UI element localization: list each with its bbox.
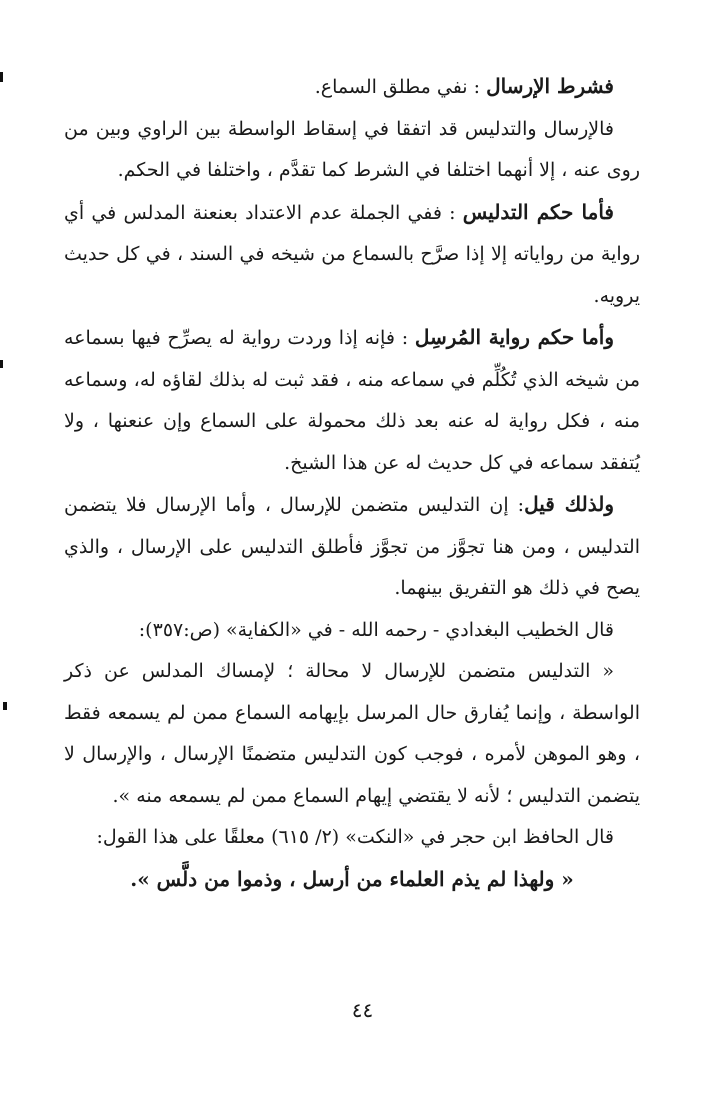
paragraph-ibn-hajar-citation bbox=[64, 817, 640, 859]
lead-term: ولذلك قيل bbox=[524, 492, 615, 516]
lead-term: فأما حكم التدليس bbox=[462, 199, 614, 224]
lead-term: وأما حكم رواية المُرسِل bbox=[414, 325, 615, 349]
paragraph-khatib-citation bbox=[64, 610, 640, 652]
closing-quote: « ولهذا لم يذم العلماء من أرسل ، وذموا من دلَّس ». bbox=[130, 866, 574, 891]
paragraph-hence-said bbox=[64, 484, 640, 610]
scan-edge-mark bbox=[0, 360, 3, 368]
paragraph-text: « التدليس متضمن للإرسال لا محالة ؛ لإمساك المدلس عن ذكر الواسطة ، وإنما يُفارق حال المرسل بإيهامه السماع ممن لم يسمعه فقط ، وهو الموهن لأمره ، فوجب كون التدليس متضمنًا الإرسال ، والإرسال لا يتضمن التدليس ؛ لأنه لا يقتضي إيهام السماع ممن لم يسمعه منه ». bbox=[64, 660, 640, 807]
lead-term: فشرط الإرسال bbox=[486, 74, 614, 98]
paragraph-comparison bbox=[64, 109, 640, 192]
paragraph-khatib-quote bbox=[64, 651, 640, 817]
paragraph-text: : نفي مطلق السماع. bbox=[314, 76, 487, 98]
paragraph-text: قال الخطيب البغدادي - رحمه الله - في «الكفاية» (ص:٣٥٧): bbox=[138, 618, 614, 641]
page-number: ٤٤ bbox=[351, 998, 374, 1022]
paragraph-tadlis-ruling bbox=[64, 192, 640, 318]
page-body bbox=[64, 66, 640, 900]
scan-edge-mark bbox=[3, 702, 7, 710]
paragraph-text: فالإرسال والتدليس قد اتفقا في إسقاط الواسطة بين الراوي وبين من روى عنه ، إلا أنهما اختلفا في الشرط كما تقدَّم ، واختلفا في الحكم. bbox=[64, 117, 640, 181]
paragraph-text: : ففي الجملة عدم الاعتداد بعنعنة المدلس في أي رواية من رواياته إلا إذا صرَّح بالسماع من شيخه في السند ، في كل حديث يرويه. bbox=[64, 201, 640, 307]
paragraph-text: : إن التدليس متضمن للإرسال ، وأما الإرسال فلا يتضمن التدليس ، ومن هنا تجوَّز من تجوَّز فأطلق التدليس على الإرسال ، والذي يصح في ذلك هو التفريق بينهما. bbox=[64, 494, 640, 599]
paragraph-mursil-ruling bbox=[64, 317, 640, 484]
paragraph-irsal-condition bbox=[64, 66, 640, 109]
scan-edge-mark bbox=[0, 72, 3, 82]
paragraph-text: : فإنه إذا وردت رواية له يصرِّح فيها بسماعه من شيخه الذي تُكُلِّم في سماعه منه ، فقد ثبت له بذلك لقاؤه له، وسماعه منه ، فكل رواية له عنه بعد ذلك محمولة على السماع وإن عنعنها ، ولا يُتفقد سماعه في كل حديث له عن هذا الشيخ. bbox=[64, 327, 640, 474]
paragraph-text: قال الحافظ ابن حجر في «النكت» (٢/ ٦١٥) معلقًا على هذا القول: bbox=[96, 826, 614, 848]
